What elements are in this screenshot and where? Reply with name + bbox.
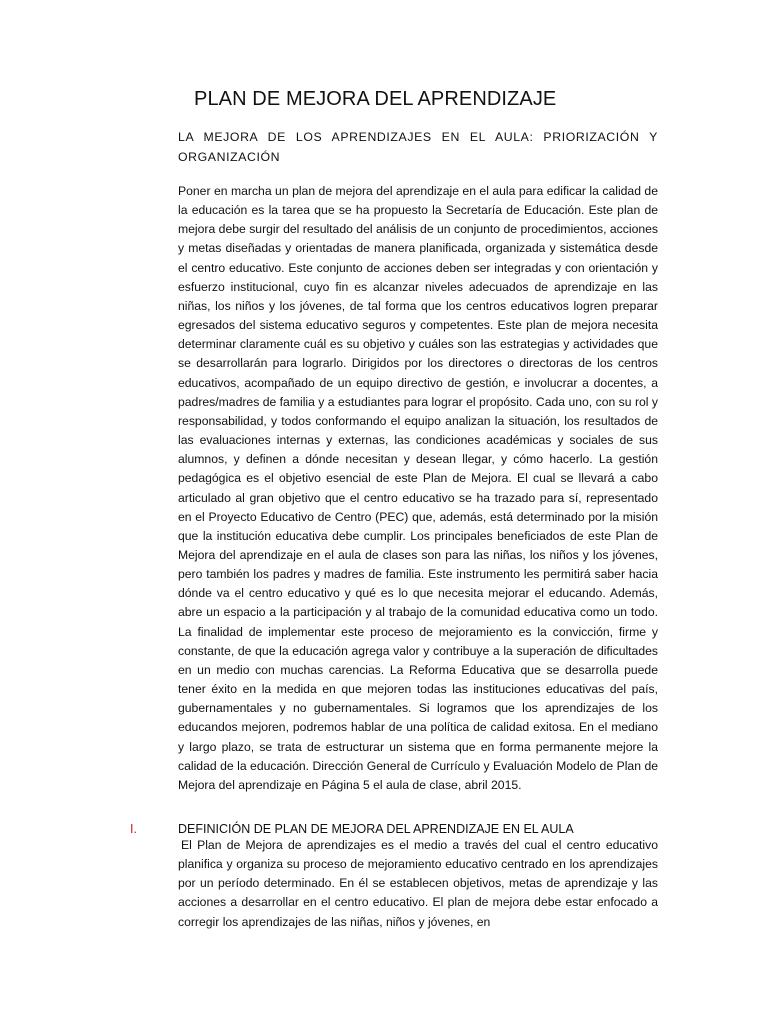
intro-paragraph: Poner en marcha un plan de mejora del aprendizaje en el aula para edificar la calidad de la educación es la tarea que se ha propuesto la Secretaría de Educación. Este plan de mejora debe surgir del resultado del análisis de un conjunto de procedimientos, acciones y metas diseñadas y orientadas de manera planificada, organizada y sistemática desde el centro educativo. Este conjunto de acciones deben ser integradas y con orientación y esfuerzo institucional, cuyo fin es alcanzar niveles adecuados de aprendizaje en las niñas, los niños y los jóvenes, de tal forma que los centros educativos logren preparar egresados del sistema educativo seguros y competentes. Este plan de mejora necesita determinar claramente cuál es su objetivo y cuáles son las estrategias y actividades que se desarrollarán para lograrlo. Dirigidos por los directores o directoras de los centros educativos, acompañado de un equipo directivo de gestión, e involucrar a docentes, a padres/madres de familia y a estudiantes para lograr el propósito. Cada uno, con su rol y responsabilidad, y todos conformando el equipo analizan la situación, los resultados de las evaluaciones internas y externas, las condiciones académicas y sociales de sus alumnos, y definen a dónde necesitan y desean llegar, y cómo hacerlo. La gestión pedagógica es el objetivo esencial de este Plan de Mejora. El cual se llevará a cabo articulado al gran objetivo que el centro educativo se ha trazado para sí, representado en el Proyecto Educativo de Centro (PEC) que, además, está determinado por la misión que la institución educativa debe cumplir. Los principales beneficiados de este Plan de Mejora del aprendizaje en el aula de clases son para las niñas, los niños y los jóvenes, pero también los padres y madres de familia. Este instrumento les permitirá saber hacia dónde va el centro educativo y qué es lo que necesita mejorar el educando. Además, abre un espacio a la participación y al trabajo de la comunidad educativa como un todo. La finalidad de implementar este proceso de mejoramiento es la convicción, firme y constante, de que la educación agrega valor y contribuye a la superación de dificultades en un medio con muchas carencias. La Reforma Educativa que se desarrolla puede tener éxito en la medida en que mejoren todas las instituciones educativas del país, gubernamentales y no gubernamentales. Si logramos que los aprendizajes de los educandos mejoren, podremos hablar de una política de calidad exitosa. En el mediano y largo plazo, se trata de estructurar un sistema que en forma permanente mejore la calidad de la educación. Dirección General de Currículo y Evaluación Modelo de Plan de Mejora del aprendizaje en Página 5 el aula de clase, abril 2015.	[178, 184, 658, 792]
section-heading: DEFINICIÓN DE PLAN DE MEJORA DEL APRENDIZAJE EN EL AULA	[178, 822, 574, 836]
section-number: I.	[130, 822, 137, 836]
section-paragraph: El Plan de Mejora de aprendizajes es el medio a través del cual el centro educativo planifica y organiza su proceso de mejoramiento educativo centrado en los aprendizajes por un período determinado. En él se establecen objetivos, metas de aprendizaje y las acciones a desarrollar en el centro educativo. El plan de mejora debe estar enfocado a corregir los aprendizajes de las niñas, niños y jóvenes, en	[178, 838, 658, 929]
page-title: PLAN DE MEJORA DEL APRENDIZAJE	[194, 88, 557, 110]
document-subtitle: LA MEJORA DE LOS APRENDIZAJES EN EL AULA: PRIORIZACIÓN Y ORGANIZACIÓN	[178, 130, 658, 164]
